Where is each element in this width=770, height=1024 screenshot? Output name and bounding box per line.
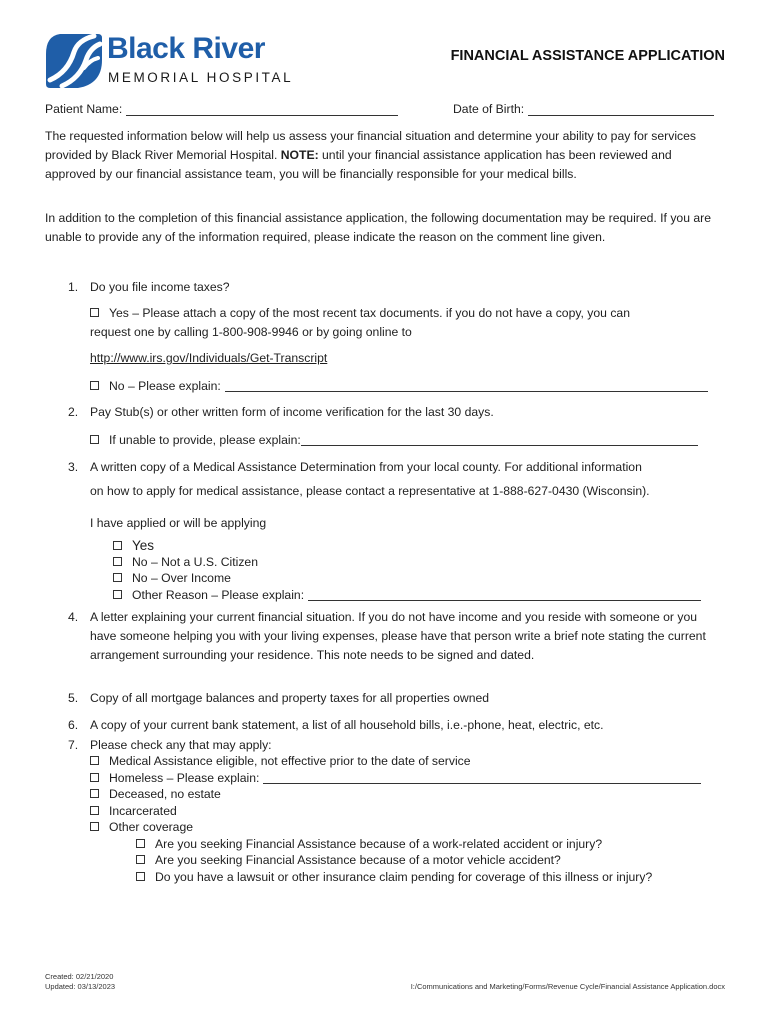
explain-line[interactable]: [308, 589, 701, 601]
dob-input-line[interactable]: [528, 103, 714, 116]
checkbox[interactable]: [113, 557, 122, 566]
item-7-other-coverage-option[interactable]: [90, 819, 193, 836]
item-7-lawsuit-option[interactable]: [136, 869, 652, 886]
dob-label: Date of Birth:: [453, 102, 525, 116]
item-1-text: Do you file income taxes?: [90, 280, 230, 294]
item-3-other-option[interactable]: [113, 587, 701, 604]
updated-date: Updated: 03/13/2023: [45, 982, 116, 991]
item-5-text: Copy of all mortgage balances and property taxes for all properties owned: [90, 691, 490, 705]
checkbox[interactable]: [90, 756, 99, 765]
logo-name: Black River: [107, 32, 265, 65]
created-date: Created: 02/21/2020: [45, 972, 114, 981]
logo-mark-icon: [44, 30, 104, 90]
item-7-ma-eligible-option[interactable]: [90, 753, 471, 770]
explain-line[interactable]: [263, 772, 701, 784]
logo-subtitle: MEMORIAL HOSPITAL: [108, 70, 294, 85]
checkbox[interactable]: [136, 855, 145, 864]
item-7-motor-vehicle-option[interactable]: [136, 852, 561, 869]
checkbox[interactable]: [90, 806, 99, 815]
checkbox[interactable]: [90, 789, 99, 798]
item-5-number: 5.: [68, 691, 79, 705]
checkbox[interactable]: [113, 590, 122, 599]
option-label: Yes: [132, 538, 155, 553]
item-4-text: A letter explaining your current financial situation. If you do not have income and you reside with someone or you have someone helping you with your living expenses, please have that person write a brief note stating the current arrangement surrounding your residence. This note needs to be signed and dated.: [90, 610, 706, 662]
checkbox[interactable]: [113, 541, 122, 550]
item-6-number: 6.: [68, 718, 79, 732]
item-7-deceased-option[interactable]: [90, 786, 221, 803]
item-3-not-citizen-option[interactable]: [113, 554, 258, 571]
explain-line[interactable]: [301, 434, 698, 446]
explain-line[interactable]: [225, 380, 708, 392]
option-label: Medical Assistance eligible, not effective prior to the date of service: [109, 754, 471, 768]
option-label: Are you seeking Financial Assistance because of a motor vehicle accident?: [155, 853, 561, 867]
item-1-number: 1.: [68, 280, 79, 294]
item-3-yes-option[interactable]: [113, 537, 154, 554]
item-7-text: Please check any that may apply:: [90, 738, 272, 752]
item-3-applied-label: I have applied or will be applying: [90, 516, 267, 530]
checkbox[interactable]: [136, 839, 145, 848]
item-2-text: Pay Stub(s) or other written form of income verification for the last 30 days.: [90, 405, 494, 419]
option-label: Do you have a lawsuit or other insurance claim pending for coverage of this illness or injury?: [155, 870, 653, 884]
option-label: No – Not a U.S. Citizen: [132, 555, 258, 569]
patient-name-label: Patient Name:: [45, 102, 123, 116]
intro-text-after: until your financial assistance application has been reviewed and approved by our financial assistance team, you will be financially responsible for your medical bills.: [45, 148, 672, 181]
intro-note: NOTE:: [280, 148, 319, 162]
irs-transcript-link[interactable]: http://www.irs.gov/Individuals/Get-Transcript: [90, 351, 328, 365]
intro-paragraph-2: In addition to the completion of this financial assistance application, the following documentation may be required. If you are unable to provide any of the information required, please indicate the reason on the comment line given.: [45, 211, 711, 244]
checkbox[interactable]: [90, 381, 99, 390]
item-4-number: 4.: [68, 610, 79, 624]
intro-paragraph-1: [45, 127, 725, 184]
checkbox[interactable]: [90, 822, 99, 831]
option-label: Yes – Please attach a copy of the most recent tax documents. if you do not have a copy, you can: [109, 306, 630, 320]
item-2-number: 2.: [68, 405, 79, 419]
checkbox[interactable]: [90, 773, 99, 782]
option-label: Are you seeking Financial Assistance because of a work-related accident or injury?: [155, 837, 603, 851]
footer-dates: [45, 972, 115, 992]
item-7-work-accident-option[interactable]: [136, 836, 602, 853]
checkbox[interactable]: [90, 435, 99, 444]
option-label: Incarcerated: [109, 804, 177, 818]
option-label: Deceased, no estate: [109, 787, 221, 801]
option-label: Homeless – Please explain:: [109, 771, 260, 785]
option-label: No – Over Income: [132, 571, 231, 585]
item-7-number: 7.: [68, 738, 79, 752]
footer-file-path: I:/Communications and Marketing/Forms/Revenue Cycle/Financial Assistance Application.docx: [410, 982, 725, 991]
item-3-text-line-2: on how to apply for medical assistance, please contact a representative at 1-888-627-0430 (Wisconsin).: [90, 484, 650, 498]
hospital-logo: [44, 30, 294, 92]
item-1-no-option[interactable]: [90, 378, 708, 395]
item-1-yes-continued: request one by calling 1-800-908-9946 or by going online to: [90, 325, 412, 339]
item-2-option[interactable]: [90, 432, 698, 449]
item-7-homeless-option[interactable]: [90, 770, 701, 787]
checkbox[interactable]: [113, 573, 122, 582]
document-title: FINANCIAL ASSISTANCE APPLICATION: [450, 48, 725, 64]
option-label: If unable to provide, please explain:: [109, 433, 301, 447]
patient-name-field[interactable]: [45, 102, 398, 116]
checkbox[interactable]: [136, 872, 145, 881]
item-1-yes-option[interactable]: [90, 305, 630, 322]
item-6-text: A copy of your current bank statement, a list of all household bills, i.e.-phone, heat, electric, etc.: [90, 718, 604, 732]
checkbox[interactable]: [90, 308, 99, 317]
item-7-incarcerated-option[interactable]: [90, 803, 177, 820]
item-3-text-line-1: A written copy of a Medical Assistance Determination from your local county. For additional information: [90, 460, 642, 474]
option-label: Other coverage: [109, 820, 194, 834]
option-label: No – Please explain:: [109, 379, 221, 393]
option-label: Other Reason – Please explain:: [132, 588, 305, 602]
intro-text: The requested information below will help us assess your financial situation and determine your ability to pay for services provided by Black River Memorial Hospital.: [45, 129, 697, 162]
item-3-over-income-option[interactable]: [113, 570, 231, 587]
item-3-number: 3.: [68, 460, 79, 474]
dob-field[interactable]: [453, 102, 714, 116]
patient-name-input-line[interactable]: [126, 103, 398, 116]
